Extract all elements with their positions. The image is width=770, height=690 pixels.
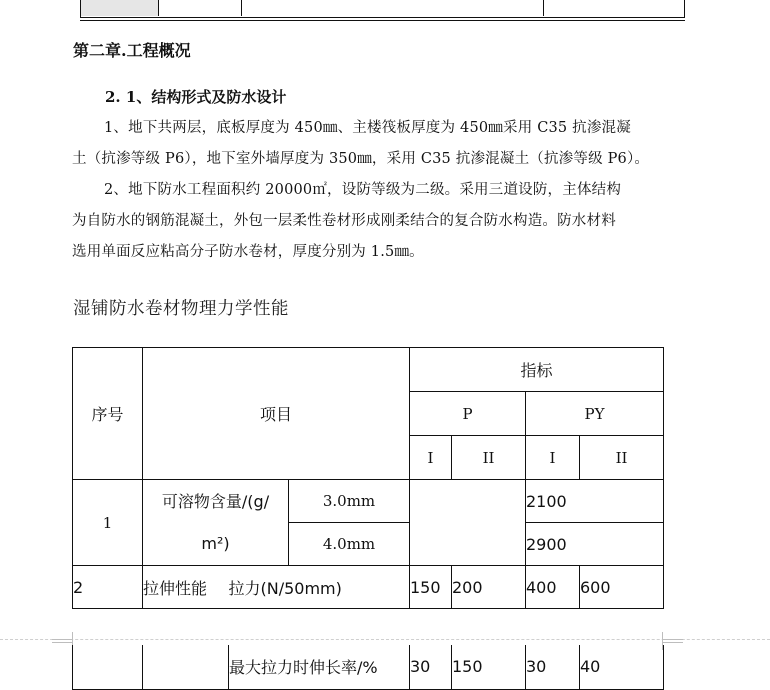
row1-seq: 1 [73, 480, 143, 566]
row2-v3: 400 [526, 566, 580, 609]
paragraph-line: 选用单面反应粘高分子防水卷材，厚度分别为 1.5㎜。 [72, 244, 424, 260]
header-py: PY [526, 392, 664, 436]
paragraph-line: 为自防水的钢筋混凝土，外包一层柔性卷材形成刚柔结合的复合防水构造。防水材料 [72, 213, 616, 229]
properties-table [72, 347, 664, 609]
page-corner-mark [662, 639, 683, 650]
row2-item: 拉伸性能 [143, 566, 289, 609]
paragraph-line: 1、地下共两层，底板厚度为 450㎜、主楼筏板厚度为 450㎜采用 C35 抗渗混凝 [104, 120, 631, 136]
row3-sub: 最大拉力时伸长率/% [229, 645, 410, 689]
shaded-cell [81, 0, 159, 16]
table-caption: 湿铺防水卷材物理力学性能 [73, 299, 289, 319]
properties-table-continued [72, 645, 664, 690]
header-index: 指标 [410, 348, 664, 392]
header-py-1: I [526, 436, 580, 480]
row1-item [143, 480, 289, 566]
row3-v3: 30 [526, 645, 580, 689]
chapter-title: 第二章.工程概况 [73, 41, 191, 60]
row3-seq [73, 645, 143, 689]
row2-sub: 拉力(N/50mm) [229, 566, 350, 609]
row2-v1: 150 [410, 566, 452, 609]
page-break [0, 639, 770, 640]
row3-v4: 40 [580, 645, 664, 689]
paragraph-line: 2、地下防水工程面积约 20000㎡，设防等级为二级。采用三道设防，主体结构 [104, 182, 622, 198]
header-p: P [410, 392, 526, 436]
row2-seq: 2 [73, 566, 143, 609]
row2-v2: 200 [452, 566, 526, 609]
row3-v2: 150 [452, 645, 526, 689]
row1-item-line1: 可溶物含量/(g/ [161, 491, 270, 511]
header-item: 项目 [143, 348, 410, 480]
row1-item-line2: m²) [201, 533, 230, 553]
page-corner-mark [52, 639, 73, 650]
previous-table-fragment [80, 0, 685, 18]
row2-v4: 600 [580, 566, 664, 609]
header-p-2: II [452, 436, 526, 480]
table-bottom-border [80, 20, 685, 21]
section-title: 2. 1、结构形式及防水设计 [105, 88, 287, 106]
row1-val1: 2100 [526, 480, 664, 523]
row1-sub2: 4.0mm [289, 523, 410, 566]
header-seq: 序号 [73, 348, 143, 480]
header-p-1: I [410, 436, 452, 480]
header-py-2: II [580, 436, 664, 480]
row3-v1: 30 [410, 645, 452, 689]
row1-sub1: 3.0mm [289, 480, 410, 523]
paragraph-line: 土（抗渗等级 P6），地下室外墙厚度为 350㎜，采用 C35 抗渗混凝土（抗渗等级 P6）。 [72, 151, 650, 167]
row1-p-empty [410, 480, 526, 566]
row1-val2: 2900 [526, 523, 664, 566]
row3-item [143, 645, 229, 689]
